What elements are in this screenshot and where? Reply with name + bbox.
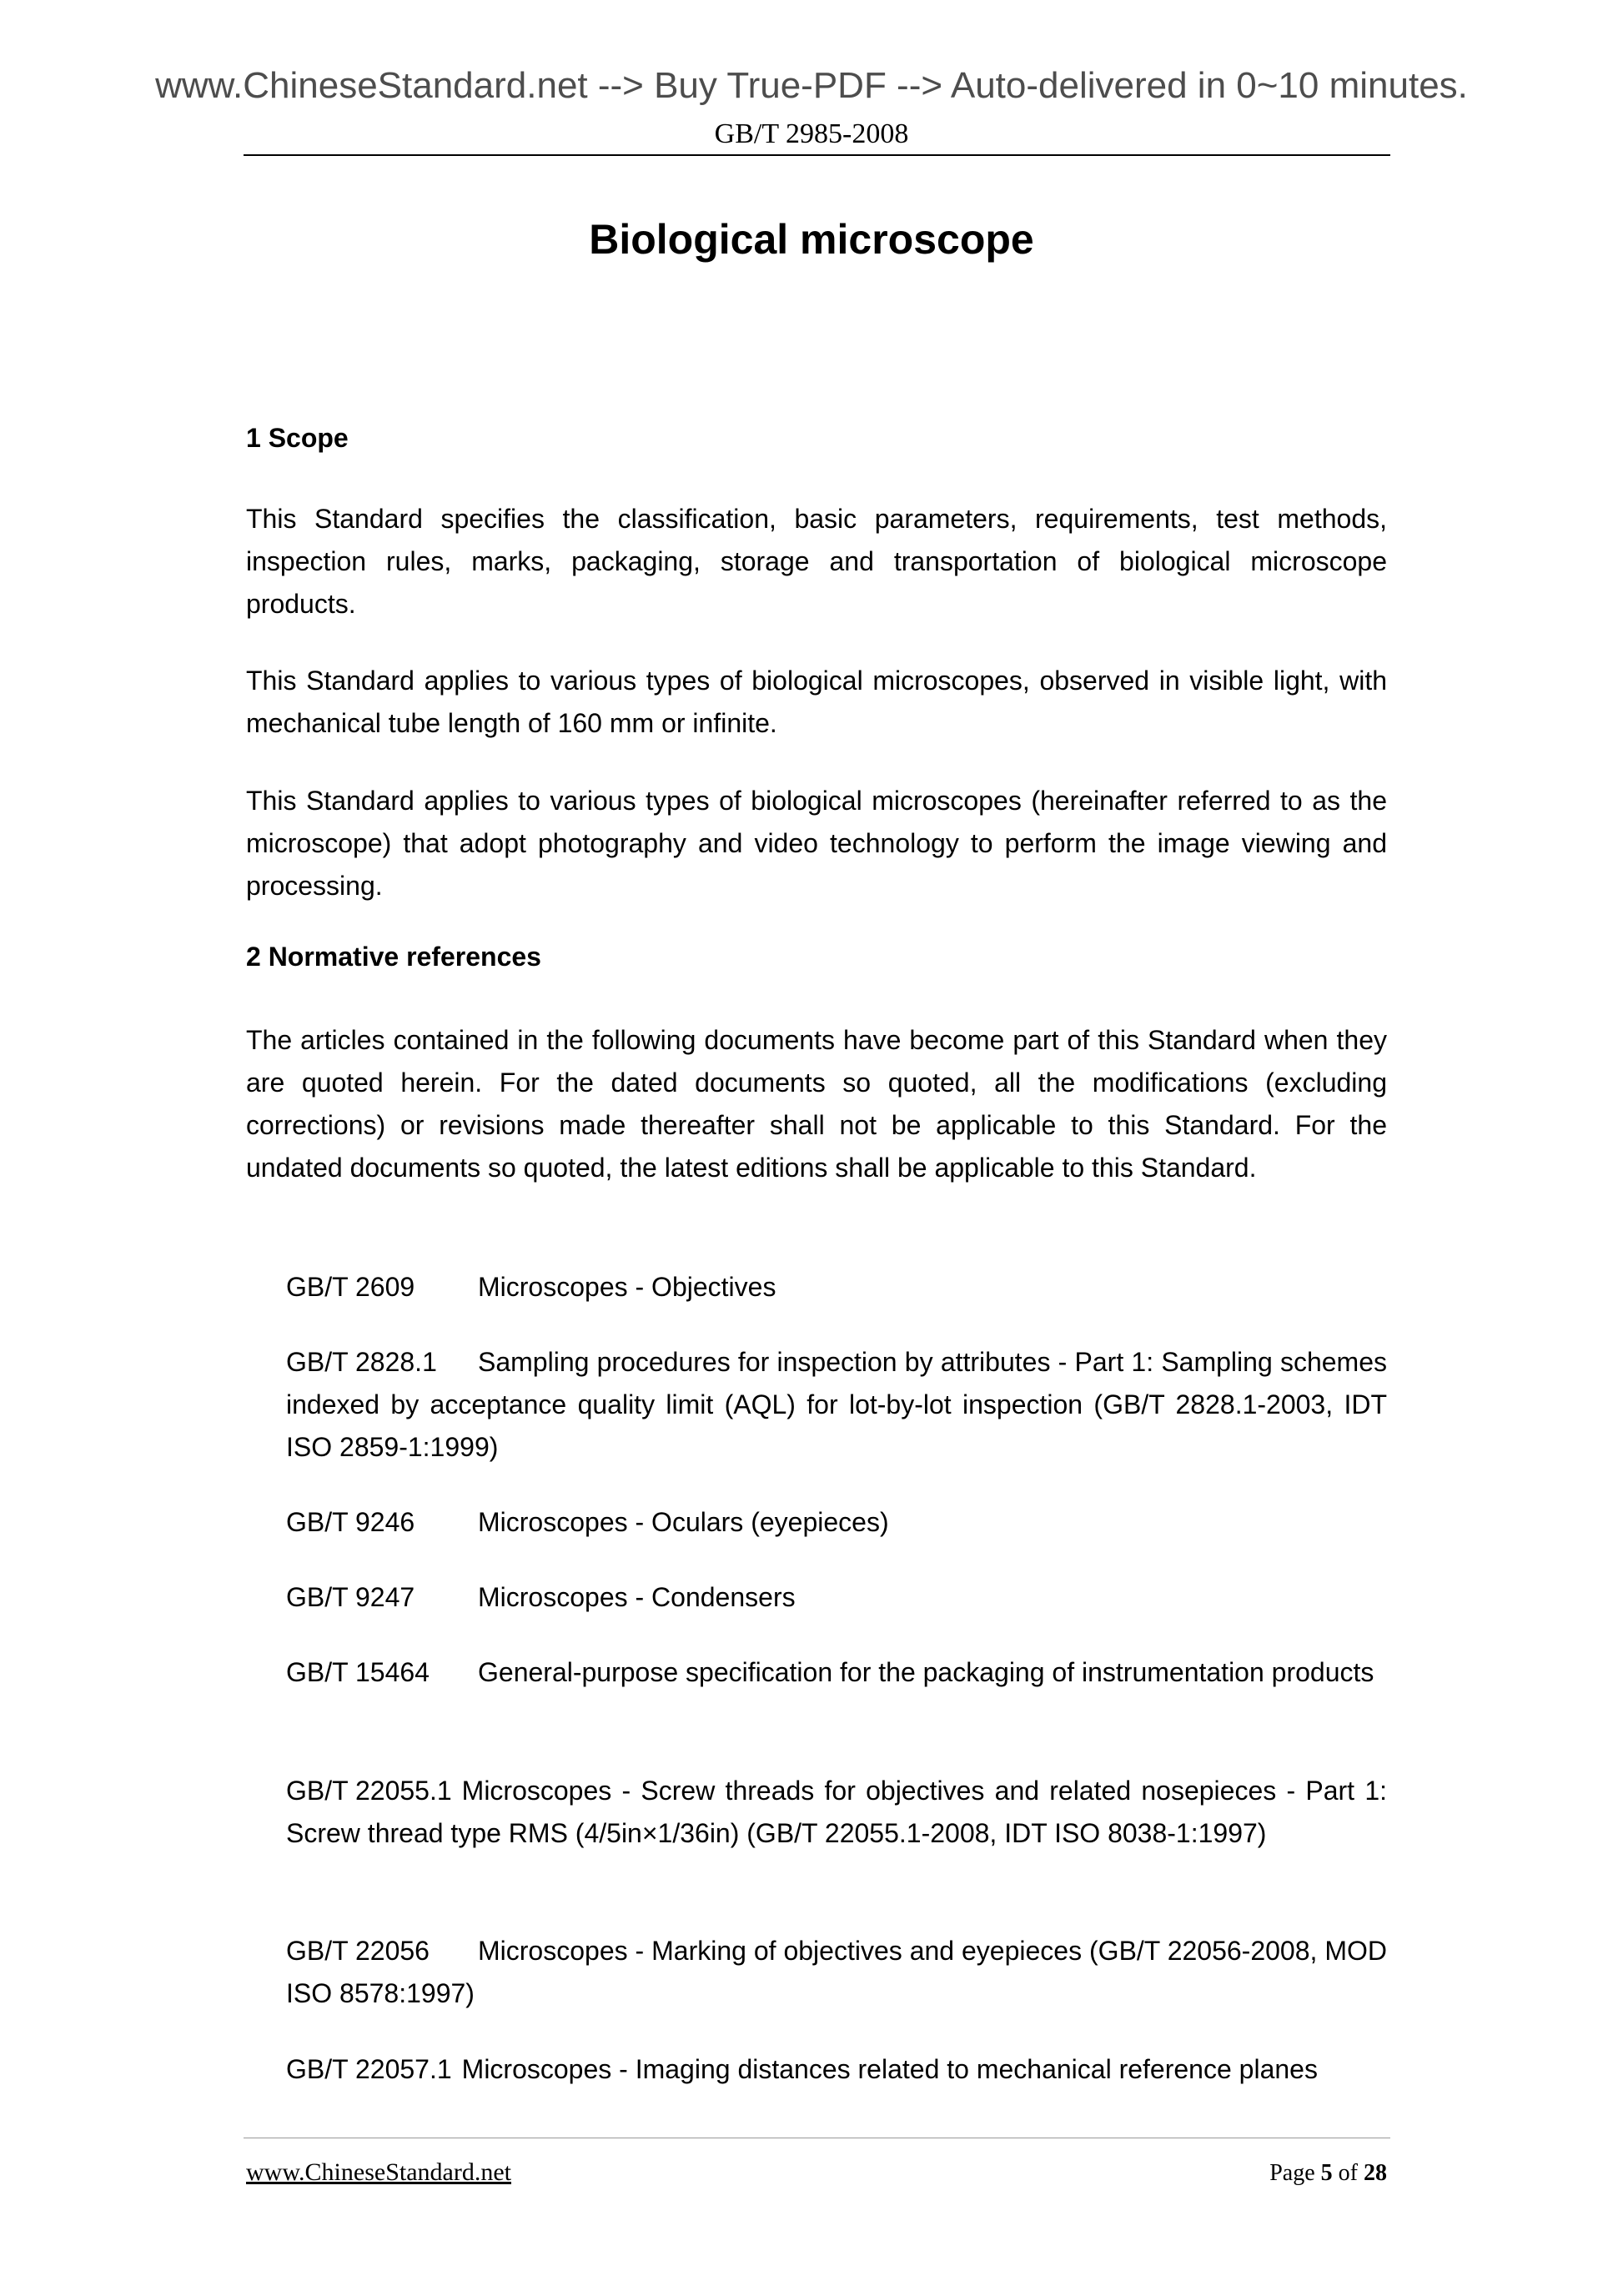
- reference-title: Microscopes - Screw threads for objectives and related nosepieces - Part 1: Screw thread type RMS (4/5in×1/36in) (GB/T 22055.1-2008, IDT ISO 8038-1:1997): [286, 1776, 1387, 1848]
- page-title: Biological microscope: [589, 216, 1034, 263]
- section-heading-normative: 2 Normative references: [246, 942, 541, 972]
- reference-item: [286, 1930, 1387, 2015]
- reference-title: Microscopes - Marking of objectives and eyepieces (GB/T 22056-2008, MOD ISO 8578:1997): [286, 1936, 1387, 2008]
- header-divider: [244, 154, 1390, 156]
- reference-title: Microscopes - Objectives: [478, 1272, 776, 1302]
- reference-item: [286, 1501, 1387, 1544]
- reference-title: General-purpose specification for the packaging of instrumentation products: [478, 1657, 1374, 1687]
- reference-title: Sampling procedures for inspection by attributes - Part 1: Sampling schemes indexed by acceptance quality limit (AQL) for lot-by-lot inspection (GB/T 2828.1-2003, IDT ISO 2859-1:1999): [286, 1347, 1387, 1462]
- page-current: 5: [1320, 2160, 1333, 2186]
- reference-item: [286, 1770, 1387, 1855]
- reference-item: [286, 1341, 1387, 1469]
- reference-title: Microscopes - Oculars (eyepieces): [478, 1507, 889, 1537]
- page-prefix: Page: [1269, 2160, 1315, 2186]
- reference-code: GB/T 15464: [286, 1657, 430, 1687]
- reference-code: GB/T 22055.1: [286, 1776, 452, 1806]
- reference-code: GB/T 22057.1: [286, 2054, 452, 2084]
- standard-code: GB/T 2985-2008: [714, 118, 909, 149]
- scope-paragraph-1: This Standard specifies the classification, basic parameters, requirements, test methods, inspection rules, marks, packaging, storage and transportation of biological microscope products.: [246, 504, 1387, 619]
- scope-paragraph-2: This Standard applies to various types of biological microscopes, observed in visible light, with mechanical tube length of 160 mm or infinite.: [246, 666, 1387, 738]
- reference-code: GB/T 9246: [286, 1507, 415, 1537]
- reference-code: GB/T 2828.1: [286, 1347, 437, 1377]
- reference-code: GB/T 22056: [286, 1936, 430, 1966]
- header-banner: www.ChineseStandard.net --> Buy True-PDF --> Auto-delivered in 0~10 minutes.: [155, 65, 1468, 106]
- reference-item: [286, 1266, 1387, 1309]
- reference-code: GB/T 9247: [286, 1582, 415, 1612]
- normative-intro: The articles contained in the following documents have become part of this Standard when they are quoted herein. For the dated documents so quoted, all the modifications (excluding corrections) or revisions made thereafter shall not be applicable to this Standard. For the undated documents so quoted, the latest editions shall be applicable to this Standard.: [246, 1025, 1387, 1183]
- reference-code: GB/T 2609: [286, 1272, 415, 1302]
- reference-title: Microscopes - Condensers: [478, 1582, 796, 1612]
- reference-item: [286, 1651, 1387, 1694]
- reference-title: Microscopes - Imaging distances related to mechanical reference planes: [461, 2054, 1318, 2084]
- reference-item: [286, 1576, 1387, 1619]
- footer-site-link[interactable]: www.ChineseStandard.net: [246, 2158, 511, 2186]
- page-number: [1251, 2160, 1387, 2187]
- page-of: of: [1338, 2160, 1358, 2186]
- section-heading-scope: 1 Scope: [246, 423, 349, 453]
- reference-item: [286, 2048, 1387, 2091]
- scope-paragraph-3: This Standard applies to various types of biological microscopes (hereinafter referred to as the microscope) that adopt photography and video technology to perform the image viewing and processing.: [246, 786, 1387, 901]
- page-total: 28: [1364, 2160, 1387, 2186]
